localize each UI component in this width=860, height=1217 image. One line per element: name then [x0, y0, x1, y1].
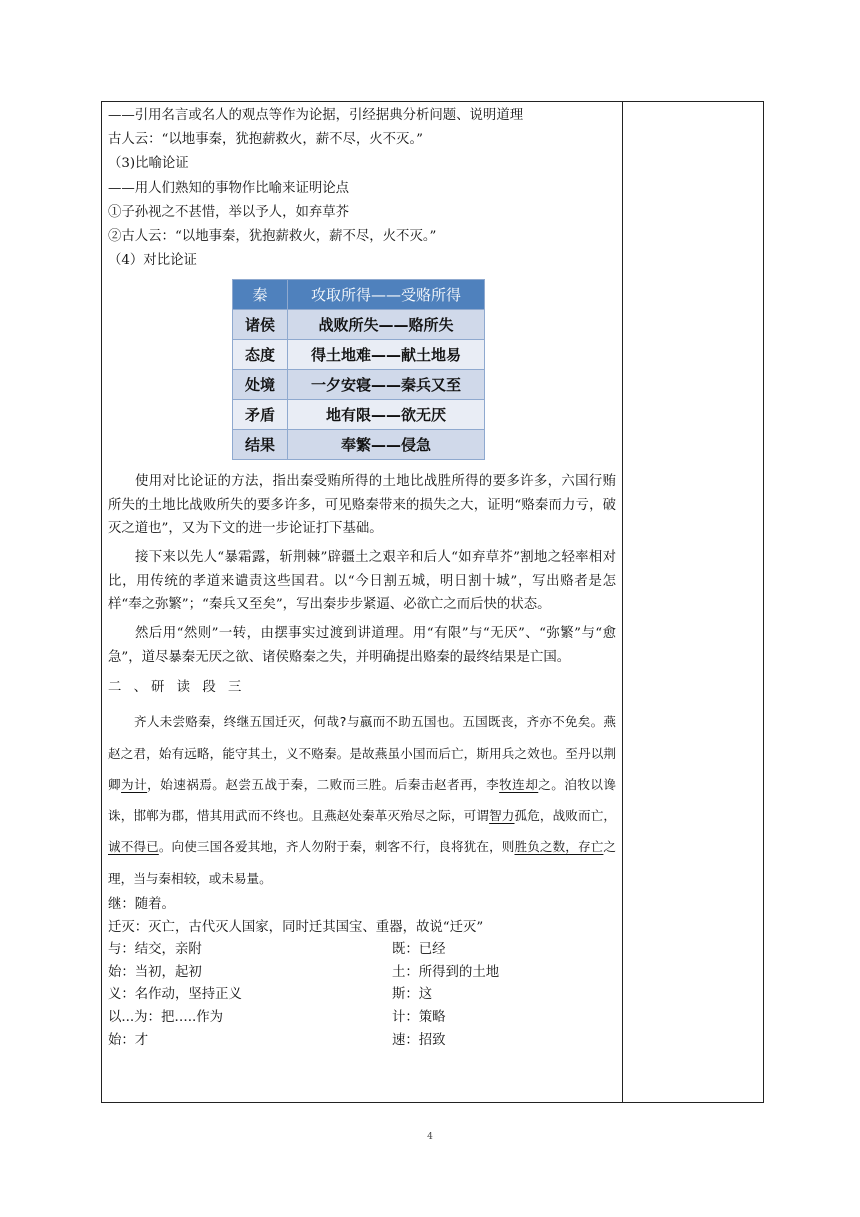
analysis-paragraph: 接下来以先人“暴霜露，斩荆棘”辟疆土之艰辛和后人“如弃草芥”割地之轻率相对比，用传统的孝道来谴责这些国君。以“今日割五城，明日割十城”，写出赂者是怎样“奉之弥繁”；“秦兵又至矣”，写出秦步步紧逼、必欲亡之而后快的状态。 [108, 550, 616, 612]
intro-line: ①子孙视之不甚惜，举以予人，如弃草芥 [108, 204, 350, 220]
gloss-item: 斯：这 [392, 987, 433, 1003]
section-heading: 二 、研 读 段 三 [108, 680, 246, 696]
analysis-paragraph: 使用对比论证的方法，指出秦受贿所得的土地比战胜所得的要多许多，六国行贿所失的土地比战败所失的要多许多，可见赂秦带来的损失之大，证明“赂秦而力亏，破灭之道也”，又为下文的进一步论证打下基础。 [108, 474, 616, 537]
classical-segment: 齐人未尝赂秦，终继五国迁灭，何哉?与嬴而不助五国也。五国既丧，齐亦不免矣。燕赵之君，始有远略，能守其土，义不赂秦。是故燕虽小国而后亡，斯用兵之效也。至丹以荆卿 [108, 714, 616, 792]
gloss-item: 与：结交，亲附 [108, 942, 202, 958]
table-cell: 态度 [233, 340, 288, 370]
table-row [233, 370, 485, 400]
gloss-item: 始：当初，起初 [108, 964, 202, 980]
classical-segment: 之理，当与秦相较，或未易量。 [108, 839, 617, 886]
table-row [233, 400, 485, 430]
classical-segment: 孤危，战败而亡， [514, 808, 617, 824]
table-row [233, 340, 485, 370]
classical-segment: 之。洎牧以谗诛，邯郸为郡，惜其用武而不终也。且燕赵处秦革灭殆尽之际，可谓 [108, 776, 617, 824]
table-row [233, 310, 485, 340]
underlined-phrase: 胜负之数，存亡 [514, 839, 604, 855]
underlined-phrase: 智力 [489, 808, 515, 824]
table-cell: 一夕安寝——秦兵又至 [288, 370, 485, 400]
gloss-item: 始：才 [108, 1032, 149, 1048]
intro-line: （3)比喻论证 [108, 156, 189, 172]
gloss-item: 计：策略 [392, 1009, 446, 1025]
table-cell: 结果 [233, 430, 288, 460]
gloss-item: 继：随着。 [108, 896, 175, 912]
intro-line: ②古人云：“以地事秦，犹抱薪救火，薪不尽，火不灭。” [108, 229, 437, 245]
analysis-paragraph: 然后用“然则”一转，由摆事实过渡到讲道理。用“有限”与“无厌”、“弥繁”与“愈急”，道尽暴秦无厌之欲、诸侯赂秦之失，并明确提出赂秦的最终结果是亡国。 [108, 626, 616, 666]
gloss-item: 速：招致 [392, 1032, 446, 1048]
table-cell: 矛盾 [233, 400, 288, 430]
gloss-item: 义：名作动，坚持正义 [108, 987, 242, 1003]
page-number: 4 [427, 1132, 433, 1142]
table-cell: 处境 [233, 370, 288, 400]
table-cell: 战败所失——赂所失 [288, 310, 485, 340]
gloss-row [108, 1030, 616, 1053]
comparison-table [232, 279, 485, 460]
intro-line: ——引用名言或名人的观点等作为论据，引经据典分析问题、说明道理 [108, 108, 524, 123]
main-content [108, 104, 616, 1052]
gloss-row [108, 984, 616, 1007]
table-cell: 地有限——欲无厌 [288, 400, 485, 430]
intro-line: ——用人们熟知的事物作比喻来证明论点 [108, 180, 350, 196]
table-cell: 诸侯 [233, 310, 288, 340]
gloss-row [108, 962, 616, 985]
gloss-item: 既：已经 [392, 942, 446, 958]
table-header-row [233, 280, 485, 310]
gloss-item: 土：所得到的土地 [392, 964, 500, 980]
classical-segment: ，始速祸焉。赵尝五战于秦，二败而三胜。后秦击赵者再，李 [147, 776, 500, 792]
classical-segment: 。向使三国各爱其地，齐人勿附于秦，刺客不行，良将犹在，则 [158, 839, 515, 855]
table-cell: 秦 [233, 280, 288, 310]
underlined-phrase: 诚不得已 [108, 839, 159, 855]
table-cell: 得土地难——献土地易 [288, 340, 485, 370]
table-cell: 攻取所得——受赂所得 [288, 280, 485, 310]
table-cell: 奉繁——侵急 [288, 430, 485, 460]
column-divider [622, 102, 623, 1102]
gloss-item: 迁灭：灭亡，古代灭人国家，同时迁其国宝、重器，故说“迁灭” [108, 919, 484, 935]
gloss-item: 以...为：把…..作为 [108, 1009, 224, 1025]
underlined-phrase: 牧连却 [499, 776, 539, 792]
classical-text [108, 706, 616, 894]
intro-line: （4）对比论证 [108, 253, 197, 269]
glossary [108, 894, 616, 1052]
intro-line: 古人云：“以地事秦，犹抱薪救火，薪不尽，火不灭。” [108, 132, 423, 148]
gloss-row [108, 1007, 616, 1030]
gloss-row [108, 939, 616, 962]
underlined-phrase: 为计 [121, 776, 148, 792]
table-row [233, 430, 485, 460]
